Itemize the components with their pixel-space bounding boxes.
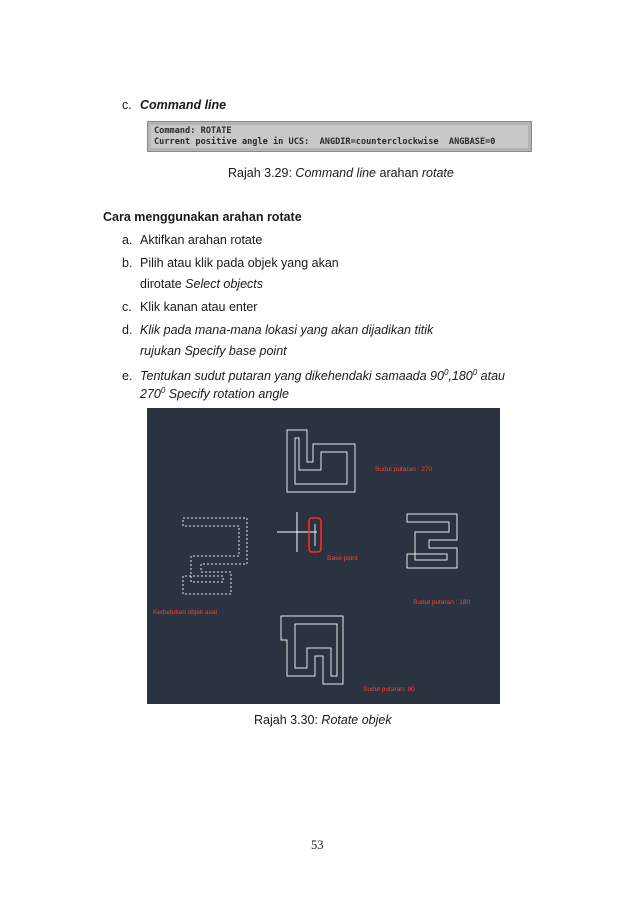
label-rotation-90: Sudut putaran: 90 xyxy=(363,686,415,693)
shape-rotated-90 xyxy=(281,616,343,684)
step-b-line2 xyxy=(140,276,263,292)
page-number: 53 xyxy=(311,838,324,852)
caption-3-29 xyxy=(228,165,454,181)
step-e-line1-c: atau xyxy=(477,369,505,383)
command-line-screenshot xyxy=(147,121,532,152)
section-heading: Cara menggunakan arahan rotate xyxy=(103,210,302,224)
section-c-marker: c. xyxy=(122,98,132,112)
step-e-line1-a: Tentukan sudut putaran yang dikehendaki samaada 90 xyxy=(140,369,444,383)
step-b-line2-italic: Select objects xyxy=(185,277,263,291)
step-b-marker: b. xyxy=(122,256,133,270)
step-d-line1: Klik pada mana-mana lokasi yang akan dijadikan titik xyxy=(140,323,434,337)
step-d-line2: rujukan Specify base point xyxy=(140,344,287,358)
shape-rotated-270 xyxy=(287,430,355,492)
degree-sup: 0 xyxy=(160,385,166,395)
caption-3-29-italic2: rotate xyxy=(421,166,454,180)
label-rotation-270: Sudut putaran : 270 xyxy=(375,466,433,473)
step-a-text: Aktifkan arahan rotate xyxy=(140,233,263,247)
label-rotation-180: Sudut putaran : 180 xyxy=(413,599,471,606)
shape-rotated-180 xyxy=(407,514,457,568)
step-e-line2-a: 270 xyxy=(140,387,161,401)
shape-original xyxy=(183,518,247,594)
rotate-figure xyxy=(147,408,500,704)
step-b-line1: Pilih atau klik pada objek yang akan xyxy=(140,256,339,270)
caption-3-29-middle: arahan xyxy=(376,166,422,180)
rotate-figure-drawing xyxy=(147,408,500,704)
command-line-2: Current positive angle in UCS: ANGDIR=counterclockwise ANGBASE=0 xyxy=(154,137,496,147)
label-base-point: Base point xyxy=(327,555,358,562)
label-original-position: Kedudukan objek asal xyxy=(153,609,217,616)
caption-3-30 xyxy=(254,712,392,728)
step-c-text: Klik kanan atau enter xyxy=(140,300,258,314)
step-e-line1-b: ,180 xyxy=(448,369,473,383)
caption-3-30-italic: Rotate objek xyxy=(321,713,392,727)
command-line-1: Command: ROTATE xyxy=(154,126,232,136)
caption-3-29-italic: Command line xyxy=(295,166,377,180)
step-c-marker: c. xyxy=(122,300,132,314)
step-e-line1 xyxy=(140,368,505,384)
step-b-line2-plain: dirotate xyxy=(140,277,186,291)
degree-sup: 0 xyxy=(443,367,449,377)
step-e-marker: e. xyxy=(122,369,133,383)
step-e-line2-b: Specify rotation angle xyxy=(165,387,290,401)
step-e-line2 xyxy=(140,386,289,402)
caption-3-29-prefix: Rajah 3.29: xyxy=(228,166,296,180)
caption-3-30-prefix: Rajah 3.30: xyxy=(254,713,322,727)
section-c-title: Command line xyxy=(140,98,227,112)
step-a-marker: a. xyxy=(122,233,133,247)
degree-sup: 0 xyxy=(472,367,478,377)
step-d-marker: d. xyxy=(122,323,133,337)
